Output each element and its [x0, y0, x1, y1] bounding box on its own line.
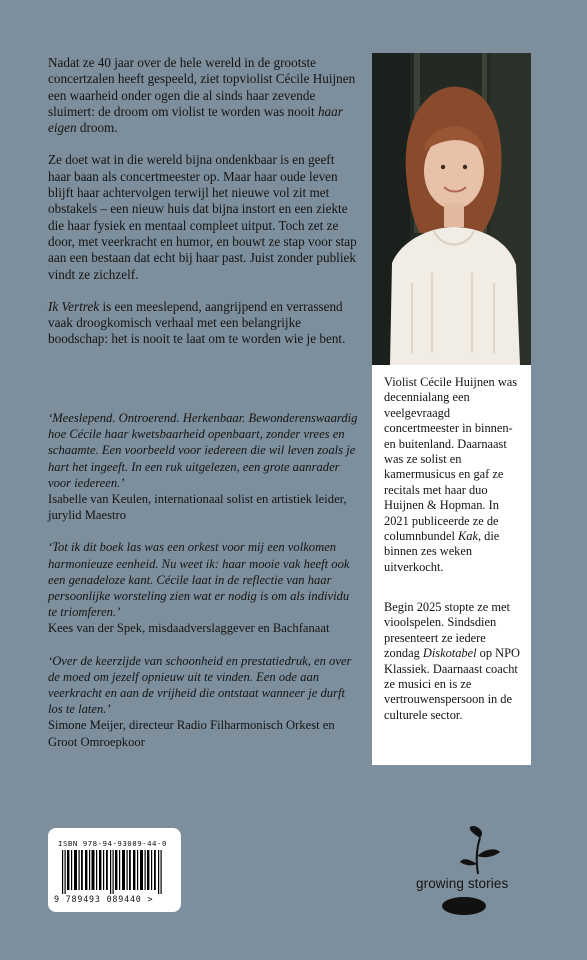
- blurb-p1-text: Nadat ze 40 jaar over de hele wereld in de grootste concertzalen heeft gespeeld, ziet topviolist Cécile Huijnen een waarheid onder ogen die al sinds haar zevende sluimert: de droom om violist te worden was nooit: [48, 55, 356, 119]
- isbn-label: ISBN 978-94-93089-44-0: [58, 839, 167, 848]
- blurb: [48, 55, 358, 364]
- quote-author: Kees van der Spek, misdaadverslaggever en Bachfanaat: [48, 621, 330, 636]
- publisher-name: growing stories: [416, 876, 509, 891]
- blurb-p1-emphasis: haar eigen: [48, 103, 343, 136]
- quote-text: ‘Over de keerzijde van schoonheid en prestatiedruk, en over de moed om jezelf opnieuw uit te vinden. Een ode aan veerkracht en aan de vrijheid die ontstaat wanneer je durft los te laten.’: [48, 653, 352, 717]
- review-quote: [48, 653, 358, 750]
- bio-p2-text: Begin 2025 stopte ze met vioolspelen. Sindsdien presenteert ze iedere zondag: [384, 600, 510, 661]
- blurb-paragraph-2: Ze doet wat in die wereld bijna ondenkbaar is en geeft haar baan als concertmeester op. Maar haar oude leven blijft haar achtervolgen terwijl het nieuwe vol zit met obstakels – een nieuw huis dat bijna instort en een ziekte die haar fysiek en mentaal compleet uitput. Toch zet ze door, met veerkracht en humor, en bouwt ze stap voor stap aan een bestaan dat echt bij haar past. Juist zonder publiek vindt ze zichzelf.: [48, 152, 357, 282]
- blurb-paragraph-3: [48, 299, 358, 348]
- isbn-barcode: [48, 828, 181, 912]
- barcode-digits: 9 789493 089440 >: [54, 894, 154, 904]
- bio-p1-emphasis: Kak: [458, 529, 478, 544]
- quote-text: ‘Meeslepend. Ontroerend. Herkenbaar. Bewonderenswaardig hoe Cécile haar kwetsbaarheid openbaart, zonder vrees en schaamte. Een voorbeeld voor iedereen die wil leven zoals je hart het ingeeft. In een ruk uitgelezen, een grote aanrader voor iedereen.’: [48, 411, 358, 490]
- author-photo: [372, 53, 531, 365]
- review-quote: [48, 539, 358, 636]
- review-quote: [48, 410, 358, 523]
- quote-text: ‘Tot ik dit boek las was een orkest voor mij een volkomen harmonieuze eenheid. Nu weet ik: haar mooie vak heeft ook een genadeloze kant. Cécile laat in de reflectie van haar persoonlijke worsteling zien wat er nodig is om als individu te triomferen.’: [48, 540, 350, 620]
- blurb-p1-text-end: droom.: [76, 120, 118, 136]
- bio-p2-emphasis: Diskotabel: [422, 646, 477, 661]
- blurb-paragraph-1: [48, 55, 358, 136]
- quote-author: Isabelle van Keulen, internationaal solist en artistiek leider, jurylid Maestro: [48, 492, 347, 523]
- author-bio-paragraph-1: [384, 375, 524, 575]
- author-bio-paragraph-2: [384, 600, 524, 723]
- blurb-p3-text: is een meeslepend, aangrijpend en verrassend vaak droogkomisch verhaal met een belangrijke boodschap: het is nooit te laat om te worden wie je bent.: [48, 298, 346, 347]
- bio-p1-text: Violist Cécile Huijnen was decennialang een veelgevraagd concertmeester in binnen- en buitenland. Daarnaast was ze solist en kamermusicus en gaf ze recitals met haar duo Huijnen & Hopman. In 2021 publiceerde ze de columnbundel: [384, 375, 518, 544]
- bio-p1-text-end: , die binnen zes weken uitverkocht.: [384, 529, 500, 574]
- author-portrait-illustration: [372, 53, 531, 365]
- barcode-graphic: [56, 850, 173, 894]
- bio-p2-text-end: op NPO Klassiek. Daarnaast coacht ze musici en is ze vertrouwenspersoon in de culturele sector.: [384, 646, 520, 722]
- author-bio-panel: [372, 365, 531, 765]
- review-quotes: [48, 410, 358, 766]
- quote-author: Simone Meijer, directeur Radio Filharmonisch Orkest en Groot Omroepkoor: [48, 718, 335, 749]
- book-title: Ik Vertrek: [48, 298, 100, 314]
